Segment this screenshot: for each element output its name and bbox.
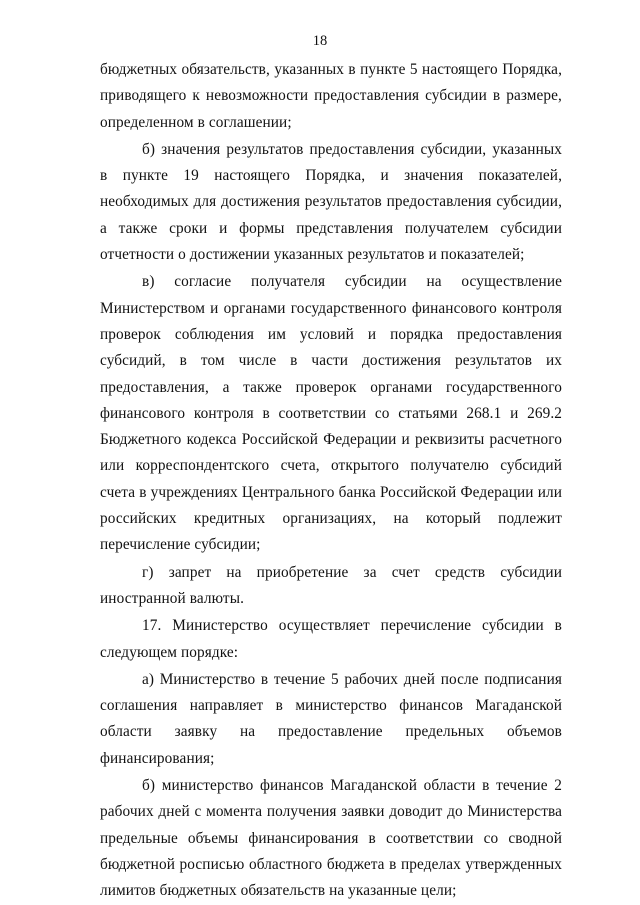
document-body [100,57,562,905]
paragraph-item-g: г) запрет на приобретение за счет средств субсидии иностранной валюты. [100,563,562,607]
paragraph-section-17: 17. Министерство осуществляет перечисление субсидии в следующем порядке: [100,617,562,661]
paragraph-continuation: бюджетных обязательств, указанных в пункте 5 настоящего Порядка, приводящего к невозможности предоставления субсидии в размере, определенном в соглашении; [100,61,562,131]
paragraph-item-b: б) значения результатов предоставления субсидии, указанных в пункте 19 настоящего Порядка, и значения показателей, необходимых для достижения результатов предоставления субсидии, а также сроки и формы представления получателем субсидии отчетности о достижении указанных результатов и показателей; [100,140,562,264]
paragraph-item-a: а) Министерство в течение 5 рабочих дней после подписания соглашения направляет в министерство финансов Магаданской области заявку на предоставление предельных объемов финансирования; [100,670,562,767]
page-number: 18 [312,33,328,49]
paragraph-item-v: в) согласие получателя субсидии на осуществление Министерством и органами государственного финансового контроля проверок соблюдения им условий и порядка предоставления субсидий, в том числе в части достижения результатов их предоставления, а также проверок органами государственного финансового контроля в соответствии со статьями 268.1 и 269.2 Бюджетного кодекса Российской Федерации и реквизиты расчетного или корреспондентского счета, открытого получателю субсидий счета в учреждениях Центрального банка Российской Федерации или российских кредитных организациях, на который подлежит перечисление субсидии; [100,273,562,554]
paragraph-item-b-2: б) министерство финансов Магаданской области в течение 2 рабочих дней с момента получения заявки доводит до Министерства предельные объемы финансирования в соответствии со сводной бюджетной росписью областного бюджета в пределах утвержденных лимитов бюджетных обязательств на указанные цели; [100,777,562,900]
